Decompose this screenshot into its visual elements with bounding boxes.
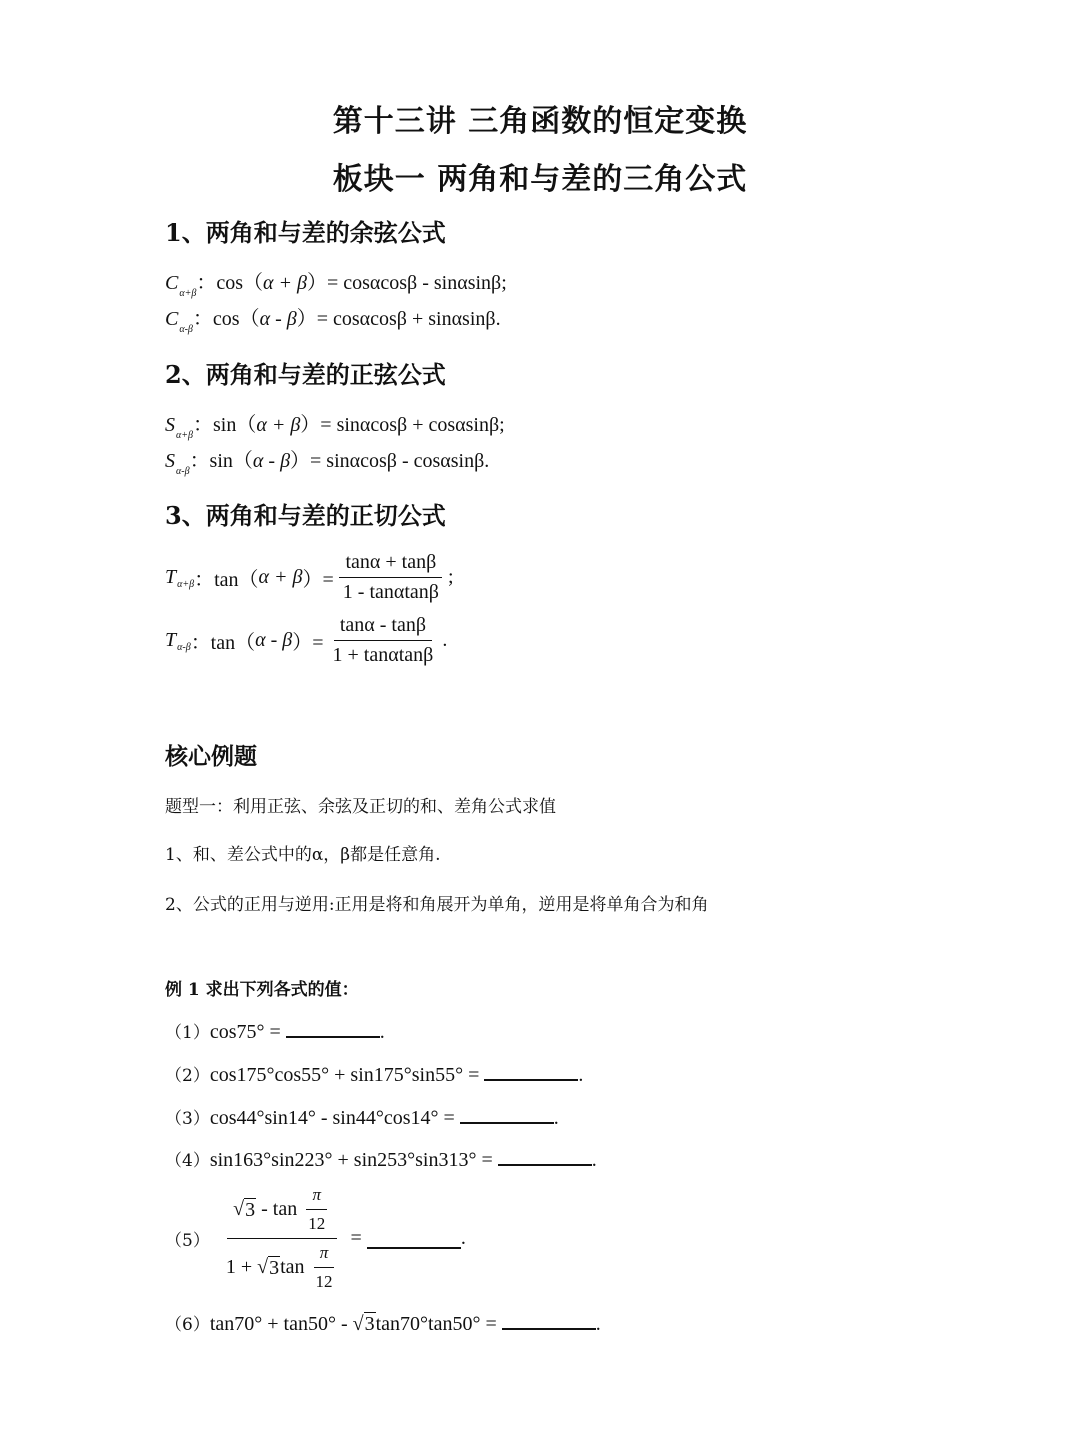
section-title: 板块一 两角和与差的三角公式 [332, 162, 748, 197]
core-examples-heading: 核心例题 [165, 743, 257, 770]
note-any-angle: 1、和、差公式中的α，β都是任意角. [165, 845, 441, 865]
tan-diff-fraction: $\frac{\tan\alpha - \tan\beta}{1 + \tan\alpha\tan\beta}$ [332, 614, 434, 666]
example-heading: 例 1 求出下列各式的值： [165, 980, 359, 1000]
note-forward-reverse: 2、公式的正用与逆用:正用是将和角展开为单角，逆用是将单角合为和角 [165, 895, 709, 915]
lecture-title: 第十三讲 三角函数的恒定变换 [332, 104, 748, 139]
answer-blank[interactable] [502, 1310, 596, 1330]
question-type-one: 题型一：利用正弦、余弦及正切的和、差角公式求值 [165, 797, 556, 817]
formula-cos-sum: $C_{\alpha+\beta}$：cos（α + β）= cosαcosβ - sinαsinβ; [165, 272, 507, 299]
formula-cos-diff: $C_{\alpha-\beta}$：cos（α - β）= cosαcosβ + sinαsinβ. [165, 308, 501, 335]
exercise-1: （1）cos75° = . [165, 1018, 385, 1044]
formula-tan-diff: T α-β ：tan（ α - β ）= $\frac{\tan\alpha - \tan\beta}{1 + \tan\alpha\tan\beta}$ . [165, 614, 448, 666]
answer-blank[interactable] [286, 1018, 380, 1038]
answer-blank[interactable] [498, 1146, 592, 1166]
exercise-2: （2）cos175°cos55° + sin175°sin55° = . [165, 1061, 583, 1087]
answer-blank[interactable] [484, 1061, 578, 1081]
exercise-6: （6）tan70° + tan50° - √3tan70°tan50° = . [165, 1310, 601, 1336]
section-heading-sine: 2、两角和与差的正弦公式 [165, 360, 446, 389]
section-heading-tangent: 3、两角和与差的正切公式 [165, 501, 446, 530]
tan-sum-fraction: $\frac{\tan\alpha + \tan\beta}{1 - \tan\alpha\tan\beta}$ [337, 551, 445, 604]
formula-tan-sum: T α+β ：tan（ α + β ）= $\frac{\tan\alpha + \tan\beta}{1 - \tan\alpha\tan\beta}$ ; [165, 551, 454, 603]
answer-blank[interactable] [460, 1104, 554, 1124]
exercise-4: （4）sin163°sin223° + sin253°sin313° = . [165, 1146, 597, 1172]
formula-sin-diff: $S_{\alpha-\beta}$：sin（α - β）= sinαcosβ - cosαsinβ. [165, 450, 490, 477]
exercise-5-fraction: √ 3 - tan $\frac{\pi}{12}$ 1 + √ 3 tan $\frac{\pi}{12}$ [220, 1185, 345, 1292]
answer-blank[interactable] [367, 1229, 461, 1249]
exercise-3: （3）cos44°sin14° - sin44°cos14° = . [165, 1104, 559, 1130]
section-heading-cosine: 1、两角和与差的余弦公式 [165, 218, 446, 247]
formula-sin-sum: $S_{\alpha+\beta}$：sin（α + β）= sinαcosβ + cosαsinβ; [165, 414, 505, 441]
exercise-5: （5） √ 3 - tan $\frac{\pi}{12}$ 1 + √ 3 tan $\frac{\pi}{12}$ = . [165, 1185, 466, 1291]
